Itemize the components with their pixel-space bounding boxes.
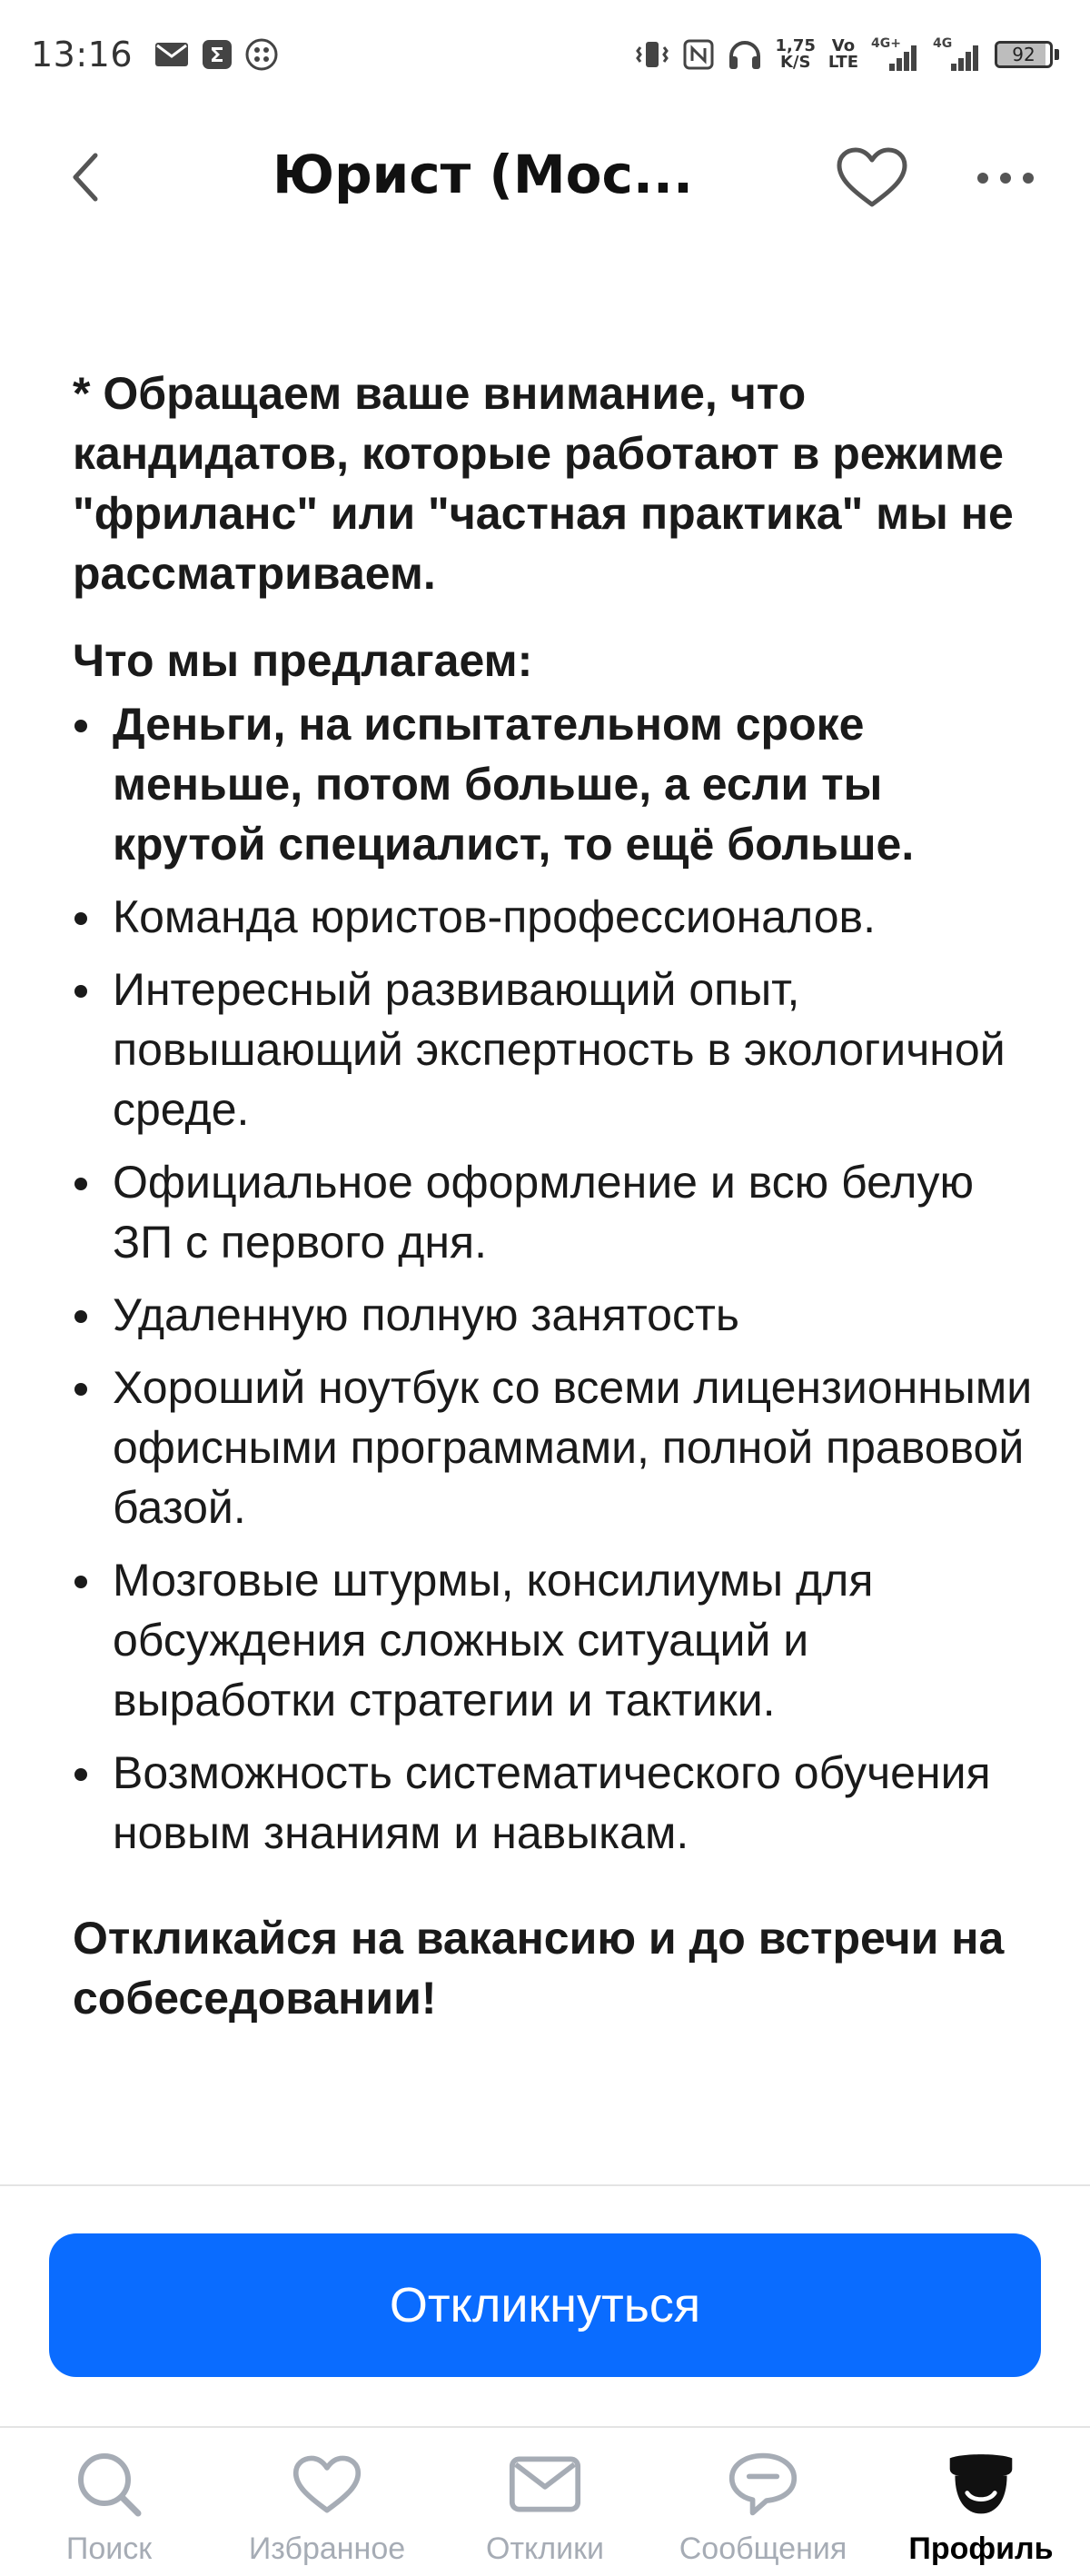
search-icon <box>73 2448 145 2521</box>
signal-icon-sim1 <box>871 36 920 73</box>
chat-bubble-icon <box>727 2448 799 2521</box>
app-grid-icon <box>245 38 278 71</box>
more-dots-icon <box>974 169 1037 187</box>
list-item-text: Деньги, на испытательном сроке меньше, потом больше, а если ты крутой специалист, то ещё больше. <box>113 699 915 870</box>
list-item <box>73 1743 1036 1863</box>
signal-icon-sim2 <box>933 36 982 73</box>
list-item-text: Интересный развивающий опыт, повышающий экспертность в экологичной среде. <box>113 964 1006 1135</box>
list-item-text: Команда юристов-профессионалов. <box>113 891 876 942</box>
speed-unit: K/S <box>779 53 811 72</box>
network-speed <box>776 38 816 71</box>
status-right <box>634 36 1060 73</box>
list-item <box>73 1358 1036 1537</box>
nfc-icon <box>683 39 714 70</box>
nav-label-responses: Отклики <box>486 2531 604 2566</box>
volte-bottom: LTE <box>827 53 858 72</box>
vacancy-description <box>73 363 1036 2028</box>
header <box>0 118 1090 236</box>
apply-area <box>0 2184 1090 2428</box>
notice-text: * Обращаем ваше внимание, что кандидатов, которые работают в режиме "фриланс" или "частная практика" мы не рассматриваем. <box>73 368 1014 599</box>
bottom-nav <box>0 2426 1090 2576</box>
list-item-text: Возможность систематического обучения новым знаниям и навыкам. <box>113 1747 991 1858</box>
heart-icon <box>834 146 910 210</box>
heart-icon <box>291 2448 363 2521</box>
nav-item-responses[interactable] <box>436 2428 654 2576</box>
list-item <box>73 1285 1036 1345</box>
nav-item-favorites[interactable] <box>218 2428 436 2576</box>
list-item <box>73 694 1036 874</box>
vibrate-icon <box>634 38 670 71</box>
nav-label-messages: Сообщения <box>679 2531 847 2566</box>
more-options-button[interactable] <box>965 142 1046 214</box>
offer-title: Что мы предлагаем: <box>73 635 533 686</box>
network1-label: 4G+ <box>871 36 901 51</box>
volte-top: Vo <box>831 36 856 55</box>
status-bar <box>0 0 1090 109</box>
back-button[interactable] <box>53 145 116 209</box>
profile-mascot-icon <box>945 2448 1017 2521</box>
headphones-icon <box>727 38 763 71</box>
list-item <box>73 960 1036 1139</box>
status-time: 13:16 <box>31 35 134 75</box>
volte-indicator <box>828 38 858 71</box>
nav-item-messages[interactable] <box>654 2428 872 2576</box>
chevron-left-icon <box>66 150 103 204</box>
list-item-text: Официальное оформление и всю белую ЗП с первого дня. <box>113 1157 974 1268</box>
battery-text: 92 <box>1012 44 1036 65</box>
apply-button[interactable]: Откликнуться <box>49 2233 1041 2377</box>
list-item-text: Хороший ноутбук со всеми лицензионными офисными программами, полной правовой базой. <box>113 1362 1033 1533</box>
list-item <box>73 887 1036 947</box>
network2-label: 4G <box>933 36 953 51</box>
nav-label-favorites: Избранное <box>248 2531 406 2566</box>
benefits-list <box>73 694 1036 1863</box>
closing-text: Откликайся на вакансию и до встречи на собеседовании! <box>73 1913 1005 2024</box>
list-item <box>73 1550 1036 1730</box>
page-title: Юрист (Мос... <box>272 144 693 205</box>
nav-item-search[interactable] <box>0 2428 218 2576</box>
envelope-icon <box>509 2448 581 2521</box>
sigma-app-icon <box>202 39 233 70</box>
list-item-text: Мозговые штурмы, консилиумы для обсуждения сложных ситуаций и выработки стратегии и тактики. <box>113 1555 874 1726</box>
mail-icon <box>154 42 189 67</box>
nav-label-search: Поиск <box>65 2531 153 2566</box>
nav-label-profile: Профиль <box>908 2531 1054 2566</box>
speed-value: 1,75 <box>775 36 816 55</box>
battery-icon <box>995 41 1059 68</box>
list-item-text: Удаленную полную занятость <box>113 1289 739 1340</box>
status-left <box>31 35 278 75</box>
favorite-button[interactable] <box>827 142 917 214</box>
nav-item-profile[interactable] <box>872 2428 1090 2576</box>
list-item <box>73 1152 1036 1272</box>
